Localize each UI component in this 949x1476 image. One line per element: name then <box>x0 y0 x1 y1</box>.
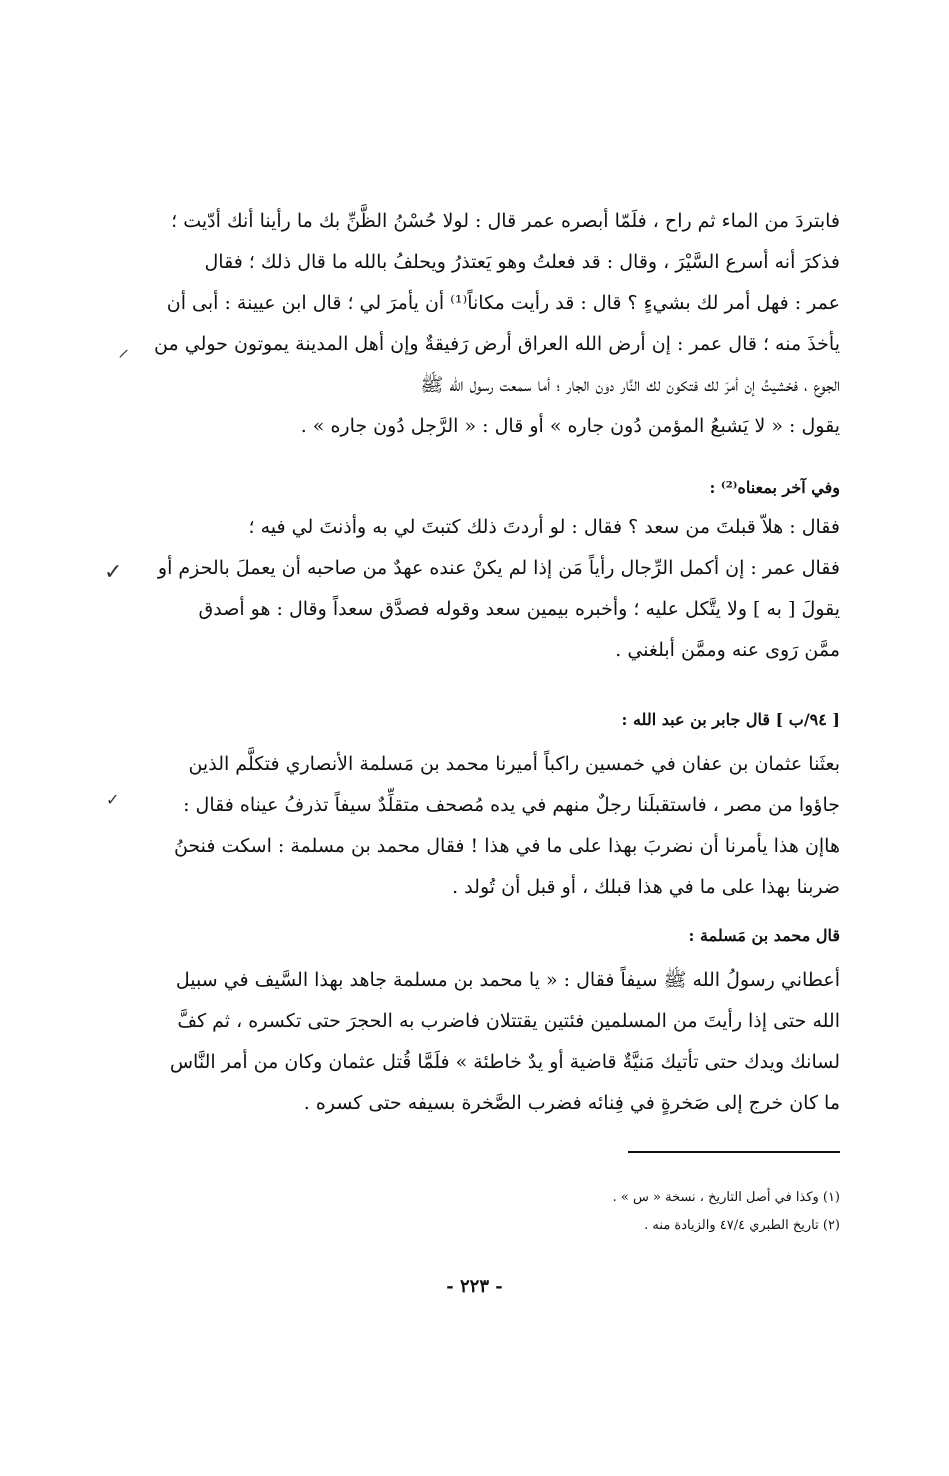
paragraph-2 <box>148 507 840 671</box>
text-line: يقولَ [ به ] ولا يتَّكل عليه ؛ وأخبره بيمين سعد وقوله فصدَّق سعداً وقال : هو أصدق <box>198 598 840 620</box>
text-line: بعثَنا عثمان بن عفان في خمسين راكباً أميرنا محمد بن مَسلمة الأنصاري فتكلَّم الذين <box>188 753 840 775</box>
paragraph-1 <box>148 201 840 447</box>
text-line: فابتردَ من الماء ثم راح ، فلَمّا أبصره عمر قال : لولا حُسْنُ الظَّنِّ بك ما رأينا أنك أدّيت ؛ <box>171 210 840 232</box>
section-heading: قال محمد بن مَسلمة : <box>688 926 840 945</box>
text-line: يقول : « لا يَشبعُ المؤمن دُون جاره » أو قال : « الرَّجل دُون جاره » . <box>300 415 840 437</box>
footnote: (١) وكذا في أصل التاريخ ، نسخة « س » . <box>612 1190 840 1205</box>
footnote: (٢) تاريخ الطبري ٤٧/٤ والزيادة منه . <box>644 1218 840 1233</box>
section-heading: [ ٩٤/ب ] قال جابر بن عبد الله : <box>621 710 840 729</box>
text-line: جاؤوا من مصر ، فاستقبلَنا رجلٌ منهم في يده مُصحف متقلِّدٌ سيفاً تذرفُ عيناه فقال : <box>183 794 840 816</box>
text-line: ممَّن رَوى عنه وممَّن أبلغني . <box>615 639 840 661</box>
text-line: لسانك ويدك حتى تأتيك مَنيَّةٌ قاضية أو يدٌ خاطئة » فلَمَّا قُتل عثمان وكان من أمر النَّاس <box>169 1051 840 1073</box>
text-line: يأخذَ منه ؛ قال عمر : إن أرض الله العراق أرض رَفيقةٌ وإن أهل المدينة يموتون حولي من <box>154 333 840 355</box>
margin-check-mark: ✓ <box>106 790 120 809</box>
paragraph-3 <box>148 744 840 908</box>
text-line: هاإن هذا يأمرنا أن نضربَ بهذا على ما في هذا ! فقال محمد بن مسلمة : اسكت فنحنُ <box>173 835 840 857</box>
margin-check-mark: ✓ <box>104 560 123 585</box>
text-line: أعطاني رسولُ الله ﷺ سيفاً فقال : « يا محمد بن مسلمة جاهد بهذا السَّيف في سبيل <box>175 969 840 991</box>
paragraph-4 <box>148 960 840 1124</box>
text-line: فقال عمر : إن أكمل الرِّجال رأياً مَن إذا لم يكنْ عنده عهدٌ من صاحبه أن يعملَ بالحزم أو <box>157 557 840 579</box>
text-line: ضربنا بهذا على ما في هذا قبلك ، أو قبل أن تُولد . <box>452 876 840 898</box>
footnote-divider <box>628 1151 840 1153</box>
text-line: الجوع ، فخشيتُ إن أمرَ لك فتكون لك النَّار دون الجار ؛ أما سمعت رسول الله ﷺ <box>420 374 840 396</box>
text-line: فقال : هلاّ قبلتَ من سعد ؟ فقال : لو أردتَ ذلك كتبتَ لي به وأذنتَ لي فيه ؛ <box>248 516 840 538</box>
section-heading: وفي آخر بمعناه⁽²⁾ : <box>709 478 840 497</box>
page-number: - ٢٢٣ - <box>446 1276 503 1297</box>
text-line: الله حتى إذا رأيتَ من المسلمين فئتين يقتتلان فاضرب به الحجرَ حتى تكسره ، ثم كفَّ <box>177 1010 840 1032</box>
text-line: ما كان خرج إلى صَخرةٍ في فِنائه فضرب الصَّخرة بسيفه حتى كسره . <box>303 1092 840 1114</box>
text-line: فذكرَ أنه أسرع السَّيْرَ ، وقال : قد فعلتُ وهو يَعتذرُ ويحلفُ بالله ما قال ذلك ؛ فقال <box>204 251 840 273</box>
text-line: عمر : فهل أمر لك بشيءٍ ؟ قال : قد رأيت مكاناً⁽¹⁾ أن يأمرَ لي ؛ قال ابن عيينة : أبى أن <box>166 292 840 314</box>
margin-tick-mark: ⸝ <box>118 337 130 362</box>
